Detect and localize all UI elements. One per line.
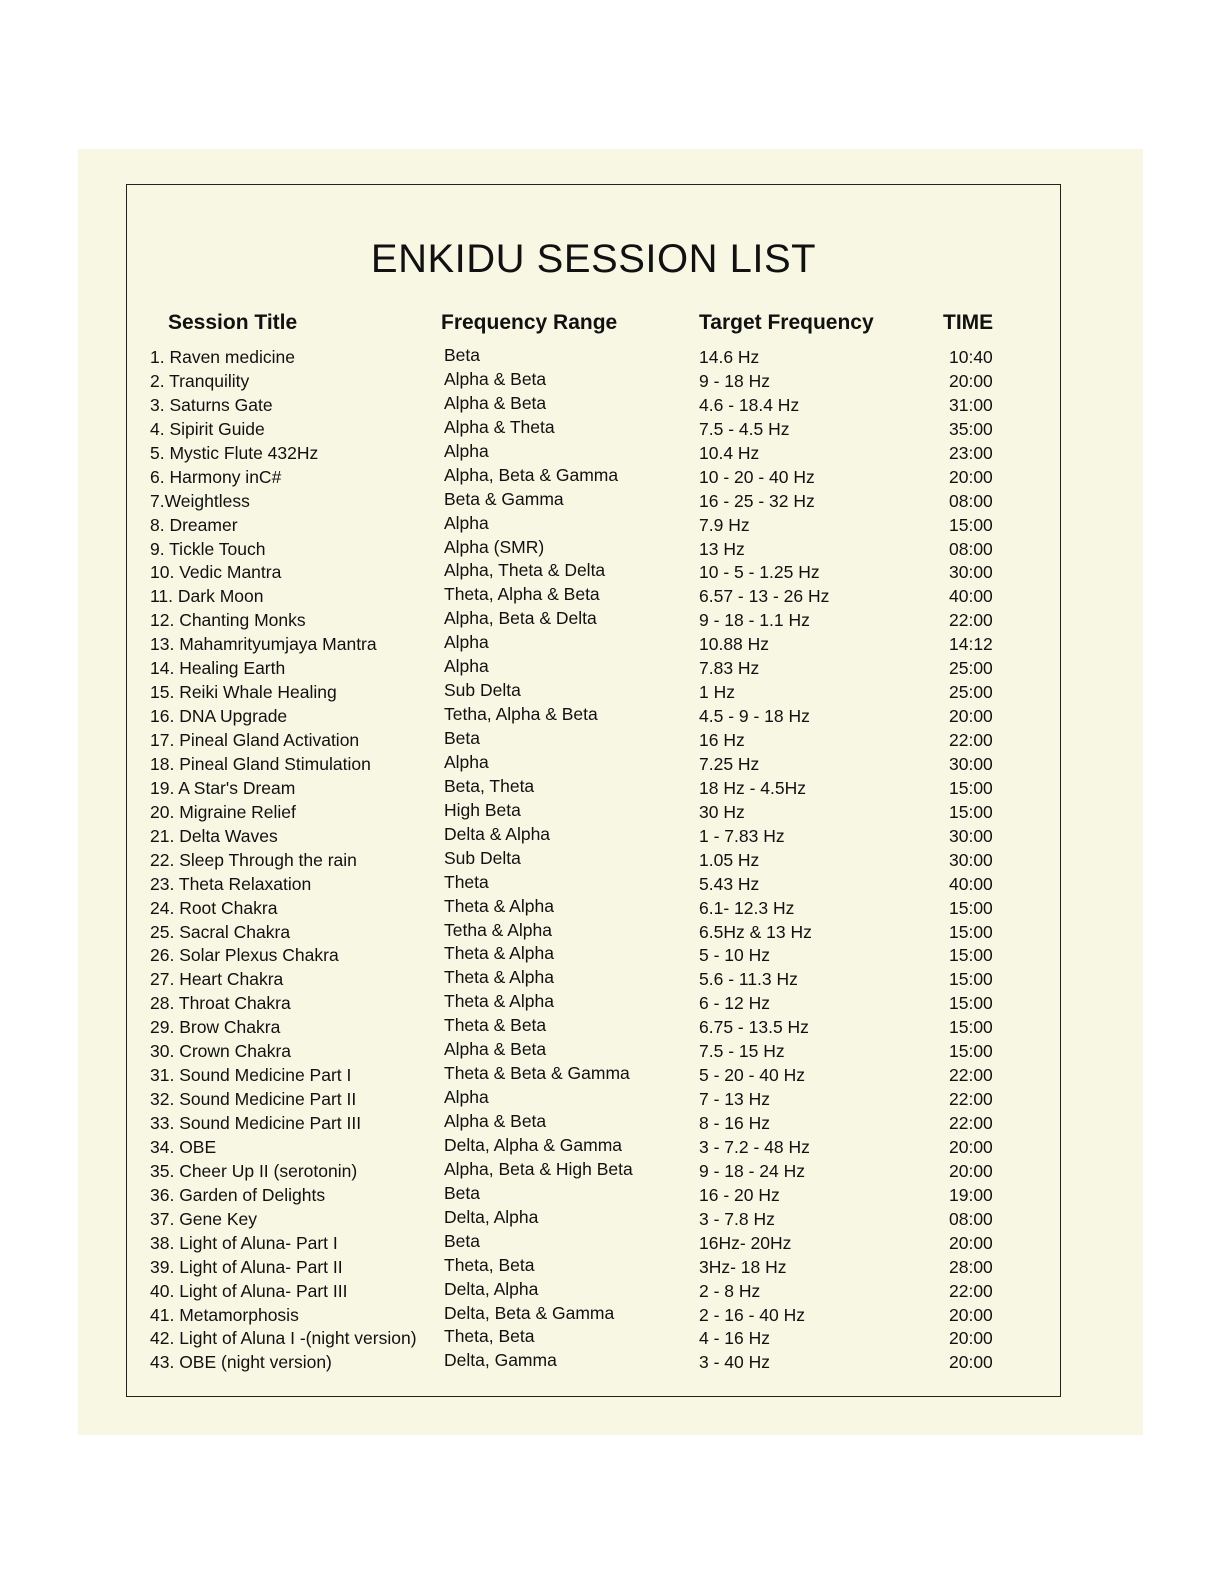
frequency-range-cell: Delta, Gamma — [444, 1350, 557, 1371]
time-cell: 25:00 — [949, 658, 993, 679]
table-row — [127, 394, 1060, 418]
session-title-cell: 29. Brow Chakra — [150, 1017, 281, 1038]
table-row — [127, 442, 1060, 466]
table-row — [127, 1112, 1060, 1136]
frequency-range-cell: Alpha & Beta — [444, 1039, 547, 1060]
document-title: ENKIDU SESSION LIST — [370, 237, 817, 281]
frequency-range-cell: Delta, Alpha — [444, 1278, 539, 1299]
target-frequency-cell: 5.6 - 11.3 Hz — [699, 969, 798, 990]
frequency-range-cell: Alpha & Beta — [444, 368, 547, 389]
target-frequency-cell: 9 - 18 Hz — [699, 370, 770, 391]
time-cell: 20:00 — [949, 466, 993, 487]
target-frequency-cell: 1 Hz — [699, 682, 735, 703]
time-cell: 15:00 — [949, 1017, 993, 1038]
frequency-range-cell: High Beta — [444, 799, 521, 820]
time-cell: 15:00 — [949, 993, 993, 1014]
target-frequency-cell: 16Hz- 20Hz — [699, 1232, 792, 1253]
target-frequency-cell: 3 - 7.2 - 48 Hz — [699, 1136, 810, 1157]
session-title-cell: 15. Reiki Whale Healing — [150, 682, 337, 703]
table-row — [127, 1064, 1060, 1088]
target-frequency-cell: 3 - 7.8 Hz — [699, 1208, 775, 1229]
frequency-range-cell: Theta & Beta — [444, 1015, 547, 1036]
target-frequency-cell: 2 - 8 Hz — [699, 1280, 761, 1301]
session-title-cell: 28. Throat Chakra — [150, 993, 291, 1014]
table-row — [127, 1327, 1060, 1351]
header-frequency-range: Frequency Range — [441, 311, 618, 334]
session-title-cell: 10. Vedic Mantra — [150, 562, 282, 583]
time-cell: 30:00 — [949, 753, 993, 774]
table-row — [127, 1256, 1060, 1280]
time-cell: 15:00 — [949, 945, 993, 966]
table-row — [127, 681, 1060, 705]
target-frequency-cell: 5.43 Hz — [699, 873, 760, 894]
frequency-range-cell: Theta — [444, 871, 489, 892]
table-row — [127, 729, 1060, 753]
target-frequency-cell: 7.25 Hz — [699, 753, 760, 774]
frequency-range-cell: Alpha & Theta — [444, 416, 555, 437]
frequency-range-cell: Beta, Theta — [444, 775, 535, 796]
table-row — [127, 1208, 1060, 1232]
target-frequency-cell: 6 - 12 Hz — [699, 993, 770, 1014]
frequency-range-cell: Beta — [444, 728, 480, 748]
session-title-cell: 13. Mahamrityumjaya Mantra — [150, 634, 377, 655]
target-frequency-cell: 5 - 20 - 40 Hz — [699, 1065, 806, 1086]
session-title-cell: 11. Dark Moon — [150, 586, 264, 607]
table-row — [127, 897, 1060, 921]
frequency-range-cell: Theta & Alpha — [444, 967, 554, 988]
table-row — [127, 992, 1060, 1016]
time-cell: 22:00 — [949, 730, 993, 750]
table-row — [127, 1136, 1060, 1160]
time-cell: 25:00 — [949, 682, 993, 703]
table-row — [127, 466, 1060, 490]
target-frequency-cell: 4.5 - 9 - 18 Hz — [699, 706, 810, 727]
header-time: TIME — [943, 311, 994, 334]
session-title-cell: 39. Light of Aluna- Part II — [150, 1256, 343, 1277]
time-cell: 30:00 — [949, 562, 993, 583]
table-row — [127, 609, 1060, 633]
time-cell: 08:00 — [949, 490, 993, 511]
target-frequency-cell: 13 Hz — [699, 538, 745, 559]
frequency-range-cell: Delta, Alpha — [444, 1206, 539, 1227]
time-cell: 22:00 — [949, 610, 993, 631]
target-frequency-cell: 5 - 10 Hz — [699, 945, 770, 966]
session-title-cell: 34. OBE — [150, 1136, 217, 1157]
frequency-range-cell: Theta & Alpha — [444, 991, 554, 1012]
time-cell: 22:00 — [949, 1280, 993, 1301]
time-cell: 15:00 — [949, 921, 993, 942]
session-title-cell: 26. Solar Plexus Chakra — [150, 945, 339, 966]
table-row — [127, 1351, 1060, 1375]
time-cell: 40:00 — [949, 873, 993, 894]
session-title-cell: 8. Dreamer — [150, 514, 238, 535]
target-frequency-cell: 1.05 Hz — [699, 849, 760, 870]
target-frequency-cell: 14.6 Hz — [699, 347, 760, 367]
table-row — [127, 1088, 1060, 1112]
time-cell: 28:00 — [949, 1256, 993, 1277]
table-row — [127, 944, 1060, 968]
frequency-range-cell: Tetha, Alpha & Beta — [444, 704, 598, 725]
frequency-range-cell: Alpha, Theta & Delta — [444, 560, 606, 581]
session-title-cell: 3. Saturns Gate — [150, 394, 273, 415]
time-cell: 31:00 — [949, 394, 993, 415]
frequency-range-cell: Alpha & Beta — [444, 1111, 547, 1131]
target-frequency-cell: 4.6 - 18.4 Hz — [699, 394, 800, 415]
frequency-range-cell: Theta, Beta — [444, 1326, 535, 1347]
frequency-range-cell: Alpha & Beta — [444, 392, 547, 413]
time-cell: 15:00 — [949, 514, 993, 535]
table-row — [127, 1280, 1060, 1304]
frequency-range-cell: Beta — [444, 1230, 480, 1251]
time-cell: 35:00 — [949, 418, 993, 439]
time-cell: 08:00 — [949, 1208, 993, 1229]
session-title-cell: 2. Tranquility — [150, 370, 250, 391]
frequency-range-cell: Alpha — [444, 656, 489, 677]
frequency-range-cell: Alpha — [444, 1087, 489, 1108]
table-row — [127, 418, 1060, 442]
table-row — [127, 777, 1060, 801]
time-cell: 10:40 — [949, 347, 993, 367]
frequency-range-cell: Alpha, Beta & High Beta — [444, 1158, 633, 1179]
frequency-range-cell: Alpha — [444, 632, 489, 653]
session-title-cell: 41. Metamorphosis — [150, 1304, 299, 1325]
time-cell: 20:00 — [949, 1352, 993, 1373]
table-header — [127, 311, 1060, 341]
table-row — [127, 1232, 1060, 1256]
table-row — [127, 490, 1060, 514]
session-title-cell: 7.Weightless — [150, 490, 250, 511]
session-title-cell: 4. Sipirit Guide — [150, 418, 265, 439]
table-row — [127, 753, 1060, 777]
target-frequency-cell: 4 - 16 Hz — [699, 1328, 770, 1349]
frequency-range-cell: Alpha — [444, 512, 489, 533]
session-title-cell: 12. Chanting Monks — [150, 610, 306, 631]
table-row — [127, 968, 1060, 992]
table-row — [127, 657, 1060, 681]
session-title-cell: 33. Sound Medicine Part III — [150, 1113, 362, 1133]
session-title-cell: 20. Migraine Relief — [150, 801, 296, 822]
header-session-title: Session Title — [168, 311, 298, 334]
target-frequency-cell: 16 - 20 Hz — [699, 1184, 780, 1205]
frequency-range-cell: Delta, Alpha & Gamma — [444, 1134, 622, 1155]
session-title-cell: 17. Pineal Gland Activation — [150, 730, 360, 750]
time-cell: 20:00 — [949, 1160, 993, 1181]
time-cell: 20:00 — [949, 1232, 993, 1253]
session-title-cell: 37. Gene Key — [150, 1208, 258, 1229]
time-cell: 08:00 — [949, 538, 993, 559]
session-title-cell: 38. Light of Aluna- Part I — [150, 1232, 338, 1253]
time-cell: 22:00 — [949, 1065, 993, 1086]
frequency-range-cell: Alpha — [444, 440, 489, 461]
target-frequency-cell: 6.75 - 13.5 Hz — [699, 1017, 809, 1038]
target-frequency-cell: 7.5 - 15 Hz — [699, 1041, 785, 1062]
target-frequency-cell: 9 - 18 - 1.1 Hz — [699, 610, 810, 631]
session-table-body — [127, 346, 1060, 1375]
frequency-range-cell: Theta & Beta & Gamma — [444, 1063, 630, 1084]
target-frequency-cell: 3Hz- 18 Hz — [699, 1256, 787, 1277]
time-cell: 20:00 — [949, 370, 993, 391]
table-row — [127, 370, 1060, 394]
frequency-range-cell: Sub Delta — [444, 847, 521, 868]
target-frequency-cell: 10.4 Hz — [699, 442, 760, 463]
frequency-range-cell: Delta, Beta & Gamma — [444, 1302, 615, 1323]
session-title-cell: 27. Heart Chakra — [150, 969, 284, 990]
target-frequency-cell: 6.1- 12.3 Hz — [699, 897, 795, 918]
frequency-range-cell: Tetha & Alpha — [444, 919, 552, 940]
table-row — [127, 705, 1060, 729]
target-frequency-cell: 16 Hz — [699, 730, 745, 750]
session-title-cell: 31. Sound Medicine Part I — [150, 1065, 352, 1086]
time-cell: 15:00 — [949, 1041, 993, 1062]
time-cell: 40:00 — [949, 586, 993, 607]
table-row — [127, 801, 1060, 825]
frequency-range-cell: Sub Delta — [444, 680, 521, 701]
frequency-range-cell: Alpha, Beta & Gamma — [444, 464, 619, 485]
time-cell: 23:00 — [949, 442, 993, 463]
session-title-cell: 18. Pineal Gland Stimulation — [150, 753, 371, 774]
target-frequency-cell: 30 Hz — [699, 801, 745, 822]
time-cell: 22:00 — [949, 1113, 993, 1133]
time-cell: 15:00 — [949, 897, 993, 918]
session-title-cell: 35. Cheer Up II (serotonin) — [150, 1160, 358, 1181]
target-frequency-cell: 10 - 20 - 40 Hz — [699, 466, 815, 487]
target-frequency-cell: 18 Hz - 4.5Hz — [699, 777, 806, 798]
time-cell: 30:00 — [949, 825, 993, 846]
target-frequency-cell: 7 - 13 Hz — [699, 1089, 770, 1110]
session-title-cell: 25. Sacral Chakra — [150, 921, 291, 942]
session-title-cell: 6. Harmony inC# — [150, 466, 282, 487]
target-frequency-cell: 8 - 16 Hz — [699, 1113, 770, 1133]
table-row — [127, 633, 1060, 657]
frequency-range-cell: Beta — [444, 345, 480, 365]
frequency-range-cell: Theta & Alpha — [444, 895, 554, 916]
session-title-cell: 23. Theta Relaxation — [150, 873, 312, 894]
session-title-cell: 42. Light of Aluna I -(night version) — [150, 1328, 417, 1349]
frequency-range-cell: Theta & Alpha — [444, 943, 554, 964]
table-row — [127, 873, 1060, 897]
session-title-cell: 22. Sleep Through the rain — [150, 849, 357, 870]
target-frequency-cell: 7.83 Hz — [699, 658, 760, 679]
session-title-cell: 1. Raven medicine — [150, 347, 295, 367]
frequency-range-cell: Beta — [444, 1182, 480, 1203]
time-cell: 15:00 — [949, 969, 993, 990]
header-target-frequency: Target Frequency — [699, 311, 874, 334]
time-cell: 15:00 — [949, 801, 993, 822]
target-frequency-cell: 6.57 - 13 - 26 Hz — [699, 586, 830, 607]
target-frequency-cell: 9 - 18 - 24 Hz — [699, 1160, 806, 1181]
target-frequency-cell: 2 - 16 - 40 Hz — [699, 1304, 806, 1325]
session-title-cell: 40. Light of Aluna- Part III — [150, 1280, 348, 1301]
time-cell: 20:00 — [949, 1328, 993, 1349]
table-row — [127, 1184, 1060, 1208]
table-row — [127, 585, 1060, 609]
time-cell: 20:00 — [949, 706, 993, 727]
session-title-cell: 14. Healing Earth — [150, 658, 286, 679]
session-title-cell: 21. Delta Waves — [150, 825, 278, 846]
time-cell: 14:12 — [949, 634, 993, 655]
target-frequency-cell: 1 - 7.83 Hz — [699, 825, 785, 846]
time-cell: 15:00 — [949, 777, 993, 798]
session-title-cell: 24. Root Chakra — [150, 897, 278, 918]
session-title-cell: 19. A Star's Dream — [150, 777, 296, 798]
document-sheet — [78, 149, 1143, 1435]
frequency-range-cell: Alpha — [444, 751, 489, 772]
table-row — [127, 346, 1060, 370]
table-row — [127, 1304, 1060, 1328]
frequency-range-cell: Beta & Gamma — [444, 488, 564, 509]
frequency-range-cell: Theta, Alpha & Beta — [444, 584, 600, 605]
target-frequency-cell: 16 - 25 - 32 Hz — [699, 490, 815, 511]
table-row — [127, 514, 1060, 538]
target-frequency-cell: 3 - 40 Hz — [699, 1352, 770, 1373]
session-title-cell: 9. Tickle Touch — [150, 538, 266, 559]
target-frequency-cell: 6.5Hz & 13 Hz — [699, 921, 812, 942]
time-cell: 20:00 — [949, 1304, 993, 1325]
table-row — [127, 561, 1060, 585]
session-title-cell: 43. OBE (night version) — [150, 1352, 332, 1373]
table-row — [127, 1160, 1060, 1184]
session-title-cell: 32. Sound Medicine Part II — [150, 1089, 357, 1110]
target-frequency-cell: 7.9 Hz — [699, 514, 750, 535]
target-frequency-cell: 10 - 5 - 1.25 Hz — [699, 562, 820, 583]
target-frequency-cell: 7.5 - 4.5 Hz — [699, 418, 790, 439]
session-title-cell: 16. DNA Upgrade — [150, 706, 288, 727]
table-row — [127, 1016, 1060, 1040]
table-row — [127, 849, 1060, 873]
time-cell: 20:00 — [949, 1136, 993, 1157]
frequency-range-cell: Alpha, Beta & Delta — [444, 608, 597, 629]
session-list-frame — [126, 184, 1061, 1397]
time-cell: 19:00 — [949, 1184, 993, 1205]
table-row — [127, 538, 1060, 562]
frequency-range-cell: Theta, Beta — [444, 1254, 535, 1275]
session-title-cell: 30. Crown Chakra — [150, 1041, 292, 1062]
frequency-range-cell: Delta & Alpha — [444, 823, 551, 844]
session-title-cell: 36. Garden of Delights — [150, 1184, 326, 1205]
table-row — [127, 921, 1060, 945]
time-cell: 22:00 — [949, 1089, 993, 1110]
target-frequency-cell: 10.88 Hz — [699, 634, 770, 655]
session-title-cell: 5. Mystic Flute 432Hz — [150, 442, 319, 463]
time-cell: 30:00 — [949, 849, 993, 870]
table-row — [127, 1040, 1060, 1064]
table-row — [127, 825, 1060, 849]
frequency-range-cell: Alpha (SMR) — [444, 536, 545, 557]
